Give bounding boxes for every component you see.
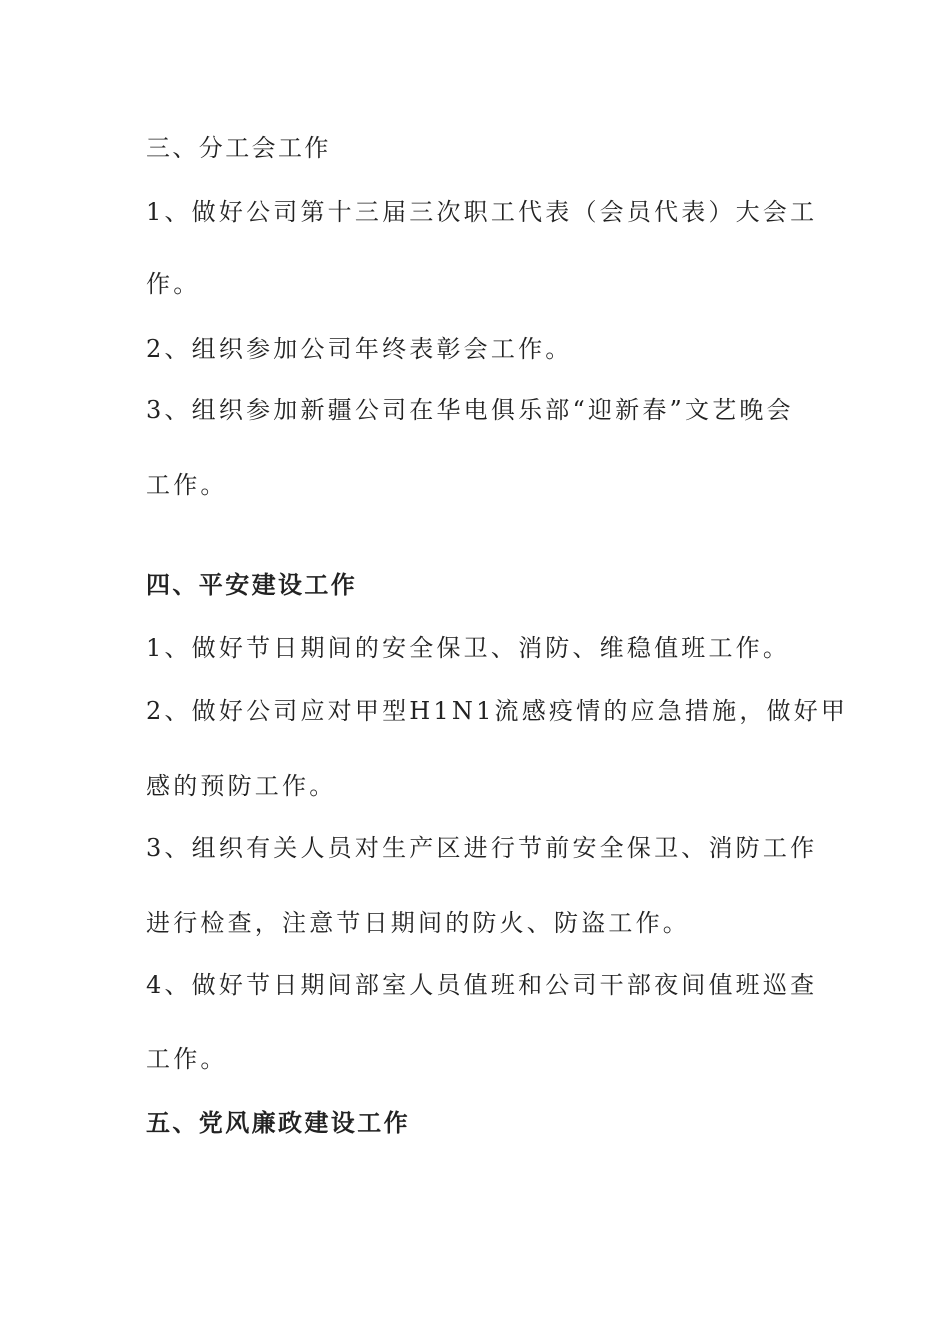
section-4-heading: 四、平安建设工作 [146,570,358,599]
section-3-heading: 三、分工会工作 [146,134,331,162]
section-5-heading: 五、党风廉政建设工作 [146,1108,410,1137]
section-4-item-4-line-1: 4、做好节日期间部室人员值班和公司干部夜间值班巡查 [146,971,818,999]
section-3-item-2: 2、组织参加公司年终表彰会工作。 [146,335,573,363]
section-4-item-1: 1、做好节日期间的安全保卫、消防、维稳值班工作。 [146,634,791,662]
section-3-item-1-line-1: 1、做好公司第十三届三次职工代表（会员代表）大会工 [146,198,818,226]
section-4-item-4-line-2: 工作。 [146,1045,228,1073]
section-4-item-3-line-2: 进行检查，注意节日期间的防火、防盗工作。 [146,909,690,937]
section-4-item-3-line-1: 3、组织有关人员对生产区进行节前安全保卫、消防工作 [146,834,818,862]
section-4-item-2-line-2: 感的预防工作。 [146,772,337,800]
section-3-item-3-line-1: 3、组织参加新疆公司在华电俱乐部“迎新春”文艺晚会 [146,396,794,424]
section-4-item-2-line-1: 2、做好公司应对甲型H1N1流感疫情的应急措施，做好甲 [146,697,849,725]
section-3-item-1-line-2: 作。 [146,270,201,298]
section-3-item-3-line-2: 工作。 [146,471,228,499]
